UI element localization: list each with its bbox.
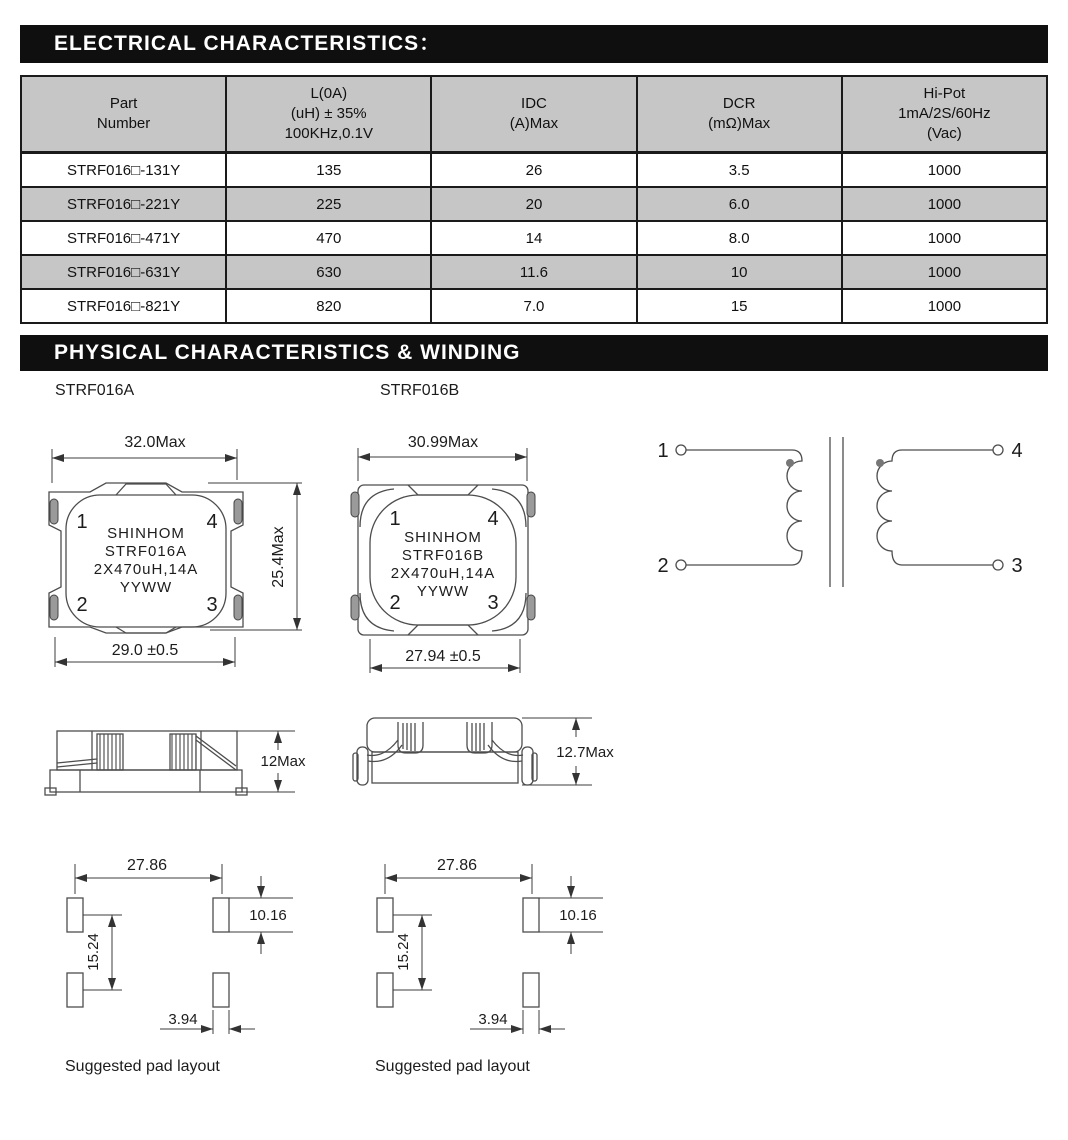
cell-dcr: 8.0 — [637, 221, 842, 255]
dim-lead-span: 29.0 ±0.5 — [111, 642, 179, 659]
winding-pin-3: 3 — [1011, 555, 1023, 577]
package-a-side-view — [30, 700, 330, 808]
col-inductance: L(0A) (uH) ± 35% 100KHz,0.1V — [226, 76, 431, 153]
cell-hipot: 1000 — [842, 187, 1047, 221]
dim-pad-offset: 3.94 — [478, 1011, 508, 1028]
winding-pin-4: 4 — [1011, 440, 1023, 462]
package-a-marking — [94, 525, 198, 596]
dim-width-max: 30.99Max — [407, 434, 479, 451]
marking-line: YYWW — [119, 579, 173, 596]
pin-3-label: 3 — [206, 594, 218, 616]
pin-1-label: 1 — [76, 511, 88, 533]
cell-dcr: 6.0 — [637, 187, 842, 221]
winding-pin-1: 1 — [657, 440, 669, 462]
variant-label-strf016b: STRF016B — [380, 382, 460, 399]
dim-pad-height: 10.16 — [559, 907, 597, 924]
marking-line: STRF016A — [104, 543, 188, 560]
cell-inductance: 820 — [226, 289, 431, 323]
polarity-dot — [876, 459, 884, 467]
cell-hipot: 1000 — [842, 255, 1047, 289]
polarity-dot — [786, 459, 794, 467]
side-a-body — [45, 731, 247, 795]
cell-hipot: 1000 — [842, 221, 1047, 255]
dim-pad-pitch: 15.24 — [85, 933, 102, 971]
dim-profile-height: 12Max — [260, 753, 306, 770]
table-header-row — [21, 76, 1047, 153]
dim-pad-span: 27.86 — [126, 857, 168, 874]
table-row — [21, 187, 1047, 221]
cell-part-number: STRF016□-631Y — [21, 255, 226, 289]
pad-layout-a — [40, 850, 330, 1040]
package-a-top-view — [30, 425, 330, 673]
cell-dcr: 3.5 — [637, 153, 842, 188]
col-part-number: Part Number — [21, 76, 226, 153]
dim-lines-top — [52, 449, 237, 483]
marking-line: SHINHOM — [107, 525, 185, 542]
cell-hipot: 1000 — [842, 153, 1047, 188]
cell-inductance: 135 — [226, 153, 431, 188]
cell-inductance: 225 — [226, 187, 431, 221]
winding-pin-2: 2 — [657, 555, 669, 577]
dim-profile-height: 12.7Max — [556, 744, 614, 761]
cell-idc: 14 — [431, 221, 636, 255]
pin-2-label: 2 — [76, 594, 88, 616]
electrical-characteristics-table — [20, 75, 1048, 324]
marking-line: YYWW — [416, 583, 470, 600]
table-row — [21, 221, 1047, 255]
dim-lead-span: 27.94 ±0.5 — [405, 648, 481, 665]
marking-line: SHINHOM — [404, 529, 482, 546]
cell-part-number: STRF016□-131Y — [21, 153, 226, 188]
pad-layout-b — [350, 850, 640, 1040]
cell-inductance: 630 — [226, 255, 431, 289]
cell-idc: 20 — [431, 187, 636, 221]
dim-width-max: 32.0Max — [124, 434, 186, 451]
pad-layout-caption-b: Suggested pad layout — [375, 1058, 530, 1075]
cell-part-number: STRF016□-821Y — [21, 289, 226, 323]
pin-4-label: 4 — [487, 508, 499, 530]
cell-hipot: 1000 — [842, 289, 1047, 323]
pin-2-label: 2 — [389, 592, 401, 614]
variant-label-strf016a: STRF016A — [55, 382, 135, 399]
dim-pad-pitch: 15.24 — [395, 933, 412, 971]
dim-pad-span: 27.86 — [436, 857, 478, 874]
table-row — [21, 289, 1047, 323]
section-title-physical: PHYSICAL CHARACTERISTICS & WINDING — [20, 335, 1048, 371]
cell-inductance: 470 — [226, 221, 431, 255]
package-b-marking — [391, 529, 495, 600]
pin-1-label: 1 — [389, 508, 401, 530]
cell-part-number: STRF016□-221Y — [21, 187, 226, 221]
marking-line: 2X470uH,14A — [390, 565, 496, 582]
secondary-coil — [876, 450, 993, 565]
primary-coil — [686, 450, 802, 565]
cell-dcr: 15 — [637, 289, 842, 323]
dim-lines-top — [358, 448, 527, 481]
cell-idc: 11.6 — [431, 255, 636, 289]
package-b-side-view — [340, 695, 650, 807]
marking-line: 2X470uH,14A — [93, 561, 199, 578]
core-lines — [830, 437, 843, 587]
col-dcr: DCR (mΩ)Max — [637, 76, 842, 153]
marking-line: STRF016B — [401, 547, 485, 564]
pin-3-label: 3 — [487, 592, 499, 614]
cell-part-number: STRF016□-471Y — [21, 221, 226, 255]
dim-pad-height: 10.16 — [249, 907, 287, 924]
col-idc: IDC (A)Max — [431, 76, 636, 153]
cell-idc: 26 — [431, 153, 636, 188]
dim-height-max: 25.4Max — [270, 526, 287, 588]
pin-4-label: 4 — [206, 511, 218, 533]
package-b-top-view — [340, 425, 640, 677]
pad-layout-caption-a: Suggested pad layout — [65, 1058, 220, 1075]
winding-schematic — [645, 425, 1045, 600]
dim-pad-offset: 3.94 — [168, 1011, 198, 1028]
cell-dcr: 10 — [637, 255, 842, 289]
col-hipot: Hi-Pot 1mA/2S/60Hz (Vac) — [842, 76, 1047, 153]
side-b-body — [353, 718, 537, 785]
cell-idc: 7.0 — [431, 289, 636, 323]
table-row — [21, 153, 1047, 188]
section-title-electrical: ELECTRICAL CHARACTERISTICS： — [20, 25, 1048, 63]
winding-terminals — [676, 445, 1003, 570]
table-row — [21, 255, 1047, 289]
